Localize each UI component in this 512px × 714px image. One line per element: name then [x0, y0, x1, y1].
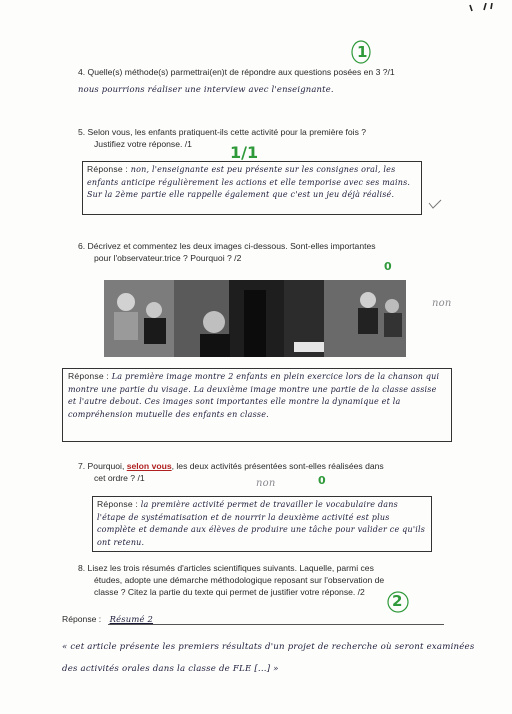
q7-answer: la première activité permet de travailler le vocabulaire dans l'étape de systématisation et de nourrir la deuxième activité est plus complète et demande aux élèves de produire une tâche pour valider ce qu'ils ont retenu. — [97, 500, 426, 547]
q7-answer-label: Réponse : — [97, 499, 138, 509]
q6-answer-label: Réponse : — [68, 371, 109, 381]
q6-question-line1: 6. Décrivez et commentez les deux images ci-dessous. Sont-elles importantes — [78, 241, 376, 251]
q5-answer-box — [82, 161, 422, 215]
q8-score-mark — [386, 590, 410, 614]
q6-answer: La première image montre 2 enfants en plein exercice lors de la chanson qui montre une partie du visage. La deuxième image montre une partie de la classe assise et l'autre debout. Ces images sont importantes elle montre la dynamique et la compréhension mutuelle des enfants en classe. — [68, 372, 440, 419]
q7-answer-text — [97, 498, 427, 549]
q7-question-line1 — [78, 460, 488, 472]
q8-answer-label: Réponse : — [62, 614, 102, 624]
q7-question-part1: 7. Pourquoi, — [78, 461, 127, 471]
q8-quote: « cet article présente les premiers résultats d'un projet de recherche où seront examinées des activités orales dans la classe de FLE [...] » — [62, 642, 475, 674]
q8-answer-underline — [108, 624, 444, 625]
q5-question-line2: Justifiez votre réponse. /1 — [94, 139, 192, 149]
q5-question-line1: 5. Selon vous, les enfants pratiquent-ils cette activité pour la première fois ? — [78, 127, 367, 137]
q4-score-mark — [350, 40, 374, 64]
q8-question-line2: études, adopte une démarche méthodologique reposant sur l'observation de — [94, 575, 385, 585]
classroom-photo — [104, 280, 406, 357]
q6-answer-text — [68, 370, 446, 421]
q5-answer-label: Réponse : — [87, 164, 128, 174]
q7-answer-box — [92, 496, 432, 552]
q7-question-part3: , les deux activités présentées sont-elles réalisées dans — [171, 461, 384, 471]
pen-stroke-mark — [462, 0, 502, 10]
q6-note: non — [432, 298, 452, 309]
q7-question-line2: cet ordre ? /1 — [94, 473, 145, 483]
q4-score: 1 — [357, 43, 368, 61]
q4-question: 4. Quelle(s) méthode(s) parmettrai(en)t de répondre aux questions posées en 3 ?/1 — [78, 67, 395, 77]
q8-score: 2 — [392, 592, 403, 610]
q5-score: 1/1 — [230, 143, 259, 162]
q6-answer-box — [62, 368, 452, 442]
q8-answer: Résumé 2 — [109, 614, 154, 624]
q5-answer: non, l'enseignante est peu présente sur les consignes oral, les enfants anticipe régulièrement les actions et elle temporise avec ses mains. Sur la 2ème partie elle rappelle également que c'est un jeu déjà réalisé. — [87, 165, 411, 199]
q4-answer: nous pourrions réaliser une interview avec l'enseignante. — [78, 84, 334, 94]
q7-mark: 0 — [318, 474, 326, 487]
q5-answer-text — [87, 163, 417, 202]
q8-question-line3: classe ? Citez la partie du texte qui permet de justifier votre réponse. /2 — [94, 587, 365, 597]
q6-mark: 0 — [384, 260, 392, 273]
q7-question-emphasis: selon vous — [126, 461, 172, 471]
q7-note: non — [256, 478, 276, 489]
q6-question-line2: pour l'observateur.trice ? Pourquoi ? /2 — [94, 253, 242, 263]
q8-question-line1: 8. Lisez les trois résumés d'articles scientifiques suivants. Laquelle, parmi ces — [78, 563, 374, 573]
check-mark — [428, 196, 442, 214]
